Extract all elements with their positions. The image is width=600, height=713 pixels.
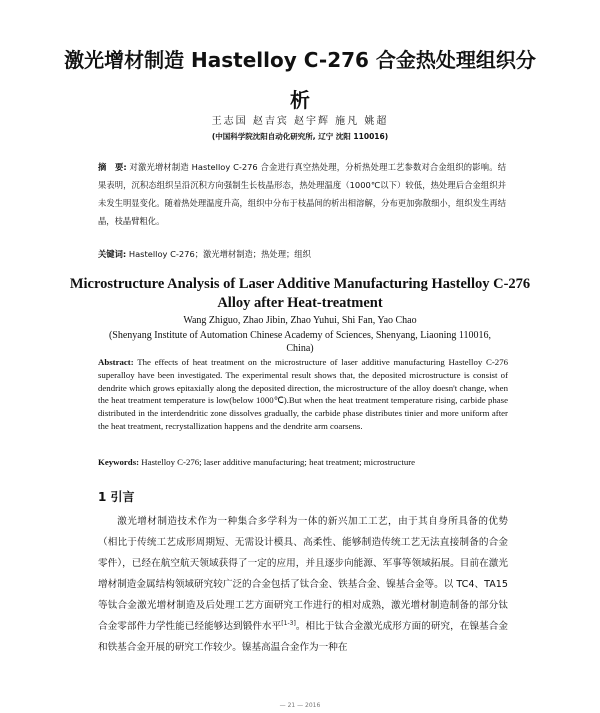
section-heading-introduction: 1 引言 [98, 490, 135, 504]
chinese-keywords [98, 248, 506, 260]
chinese-keywords-label: 关键词: [98, 249, 127, 259]
english-authors: Wang Zhiguo, Zhao Jibin, Zhao Yuhui, Shi Fan, Yao Chao [183, 315, 417, 326]
body-text-part-2: 。相比于钛合金激光成形方面的研究，在镍基合金和铁基合金开展的研究工作较少。镍基高温合金作为一种在 [98, 621, 509, 653]
body-text-part-1: 激光增材制造技术作为一种集合多学科为一体的新兴加工工艺，由于其自身所具备的优势（相比于传统工艺成形周期短、无需设计模具、高柔性、能够制造传统工艺无法直接制备的合金零件），已经在航空航天领域获得了一定的应用，并且逐步向能源、军事等领域拓展。目前在激光增材制造金属结构领域研究较广泛的合金包括了钛合金、铁基合金、镍基合金等。以 TC4、TA15 等钛合金激光增材制造及后处理工艺方面研究工作进行的相对成熟，激光增材制造制备的部分钛合金零部件力学性能已经能够达到锻件水平 [98, 516, 508, 632]
english-title: Microstructure Analysis of Laser Additive Manufacturing Hastelloy C-276 Alloy after Heat-treatment [69, 276, 531, 311]
english-abstract-label: Abstract: [98, 357, 134, 367]
chinese-affiliation: (中国科学院沈阳自动化研究所, 辽宁 沈阳 110016) [211, 132, 389, 141]
chinese-abstract-text: 对激光增材制造 Hastelloy C-276 合金进行真空热处理，分析热处理工艺参数对合金组织的影响。结果表明，沉积态组织呈沿沉积方向强制生长枝晶形态，热处理温度（1000℃以下）较低，热处理后合金组织并未发生明显变化。随着热处理温度升高，组织中分布于枝晶间的析出相溶解，分布更加弥散细小，组织发生再结晶，枝晶臂粗化。 [98, 162, 506, 226]
english-abstract-text: The effects of heat treatment on the microstructure of laser additive manufacturing Hastelloy C-276 superalloy have been investigated. The experimental result shows that, the deposited microstructure is consist of dendrite which grows epitaxially along the deposited direction, the microstructure of the alloy doesn't change, when the heat treatment temperature is low(below 1000℃).But when the heat treatment temperature rising, carbide phase distributed in the interdendritic zone dissolves gradually, the carbide phase distributes tinier and more uniform after the heat treatment, recrystallization happens and the dendrite arm coarsens. [98, 357, 508, 431]
chinese-abstract-label: 摘 要: [98, 162, 127, 172]
english-affiliation: (Shenyang Institute of Automation Chinese Academy of Sciences, Shenyang, Liaoning 110016, China) [108, 330, 492, 354]
body-paragraph [98, 511, 508, 658]
english-abstract [98, 356, 508, 433]
english-keywords-text: Hastelloy C-276; laser additive manufacturing; heat treatment; microstructure [141, 457, 416, 467]
chinese-keywords-text: Hastelloy C-276；激光增材制造；热处理；组织 [128, 249, 311, 259]
chinese-title: 激光增材制造 Hastelloy C-276 合金热处理组织分析 [64, 48, 536, 112]
english-keywords-label: Keywords: [98, 457, 140, 467]
page-footer: — 21 — 2016 [279, 702, 321, 709]
chinese-authors: 王志国 赵吉宾 赵宇辉 施凡 姚超 [211, 116, 389, 127]
english-keywords [98, 457, 508, 467]
chinese-abstract [98, 158, 506, 230]
citation-reference: [1-3] [281, 619, 296, 627]
